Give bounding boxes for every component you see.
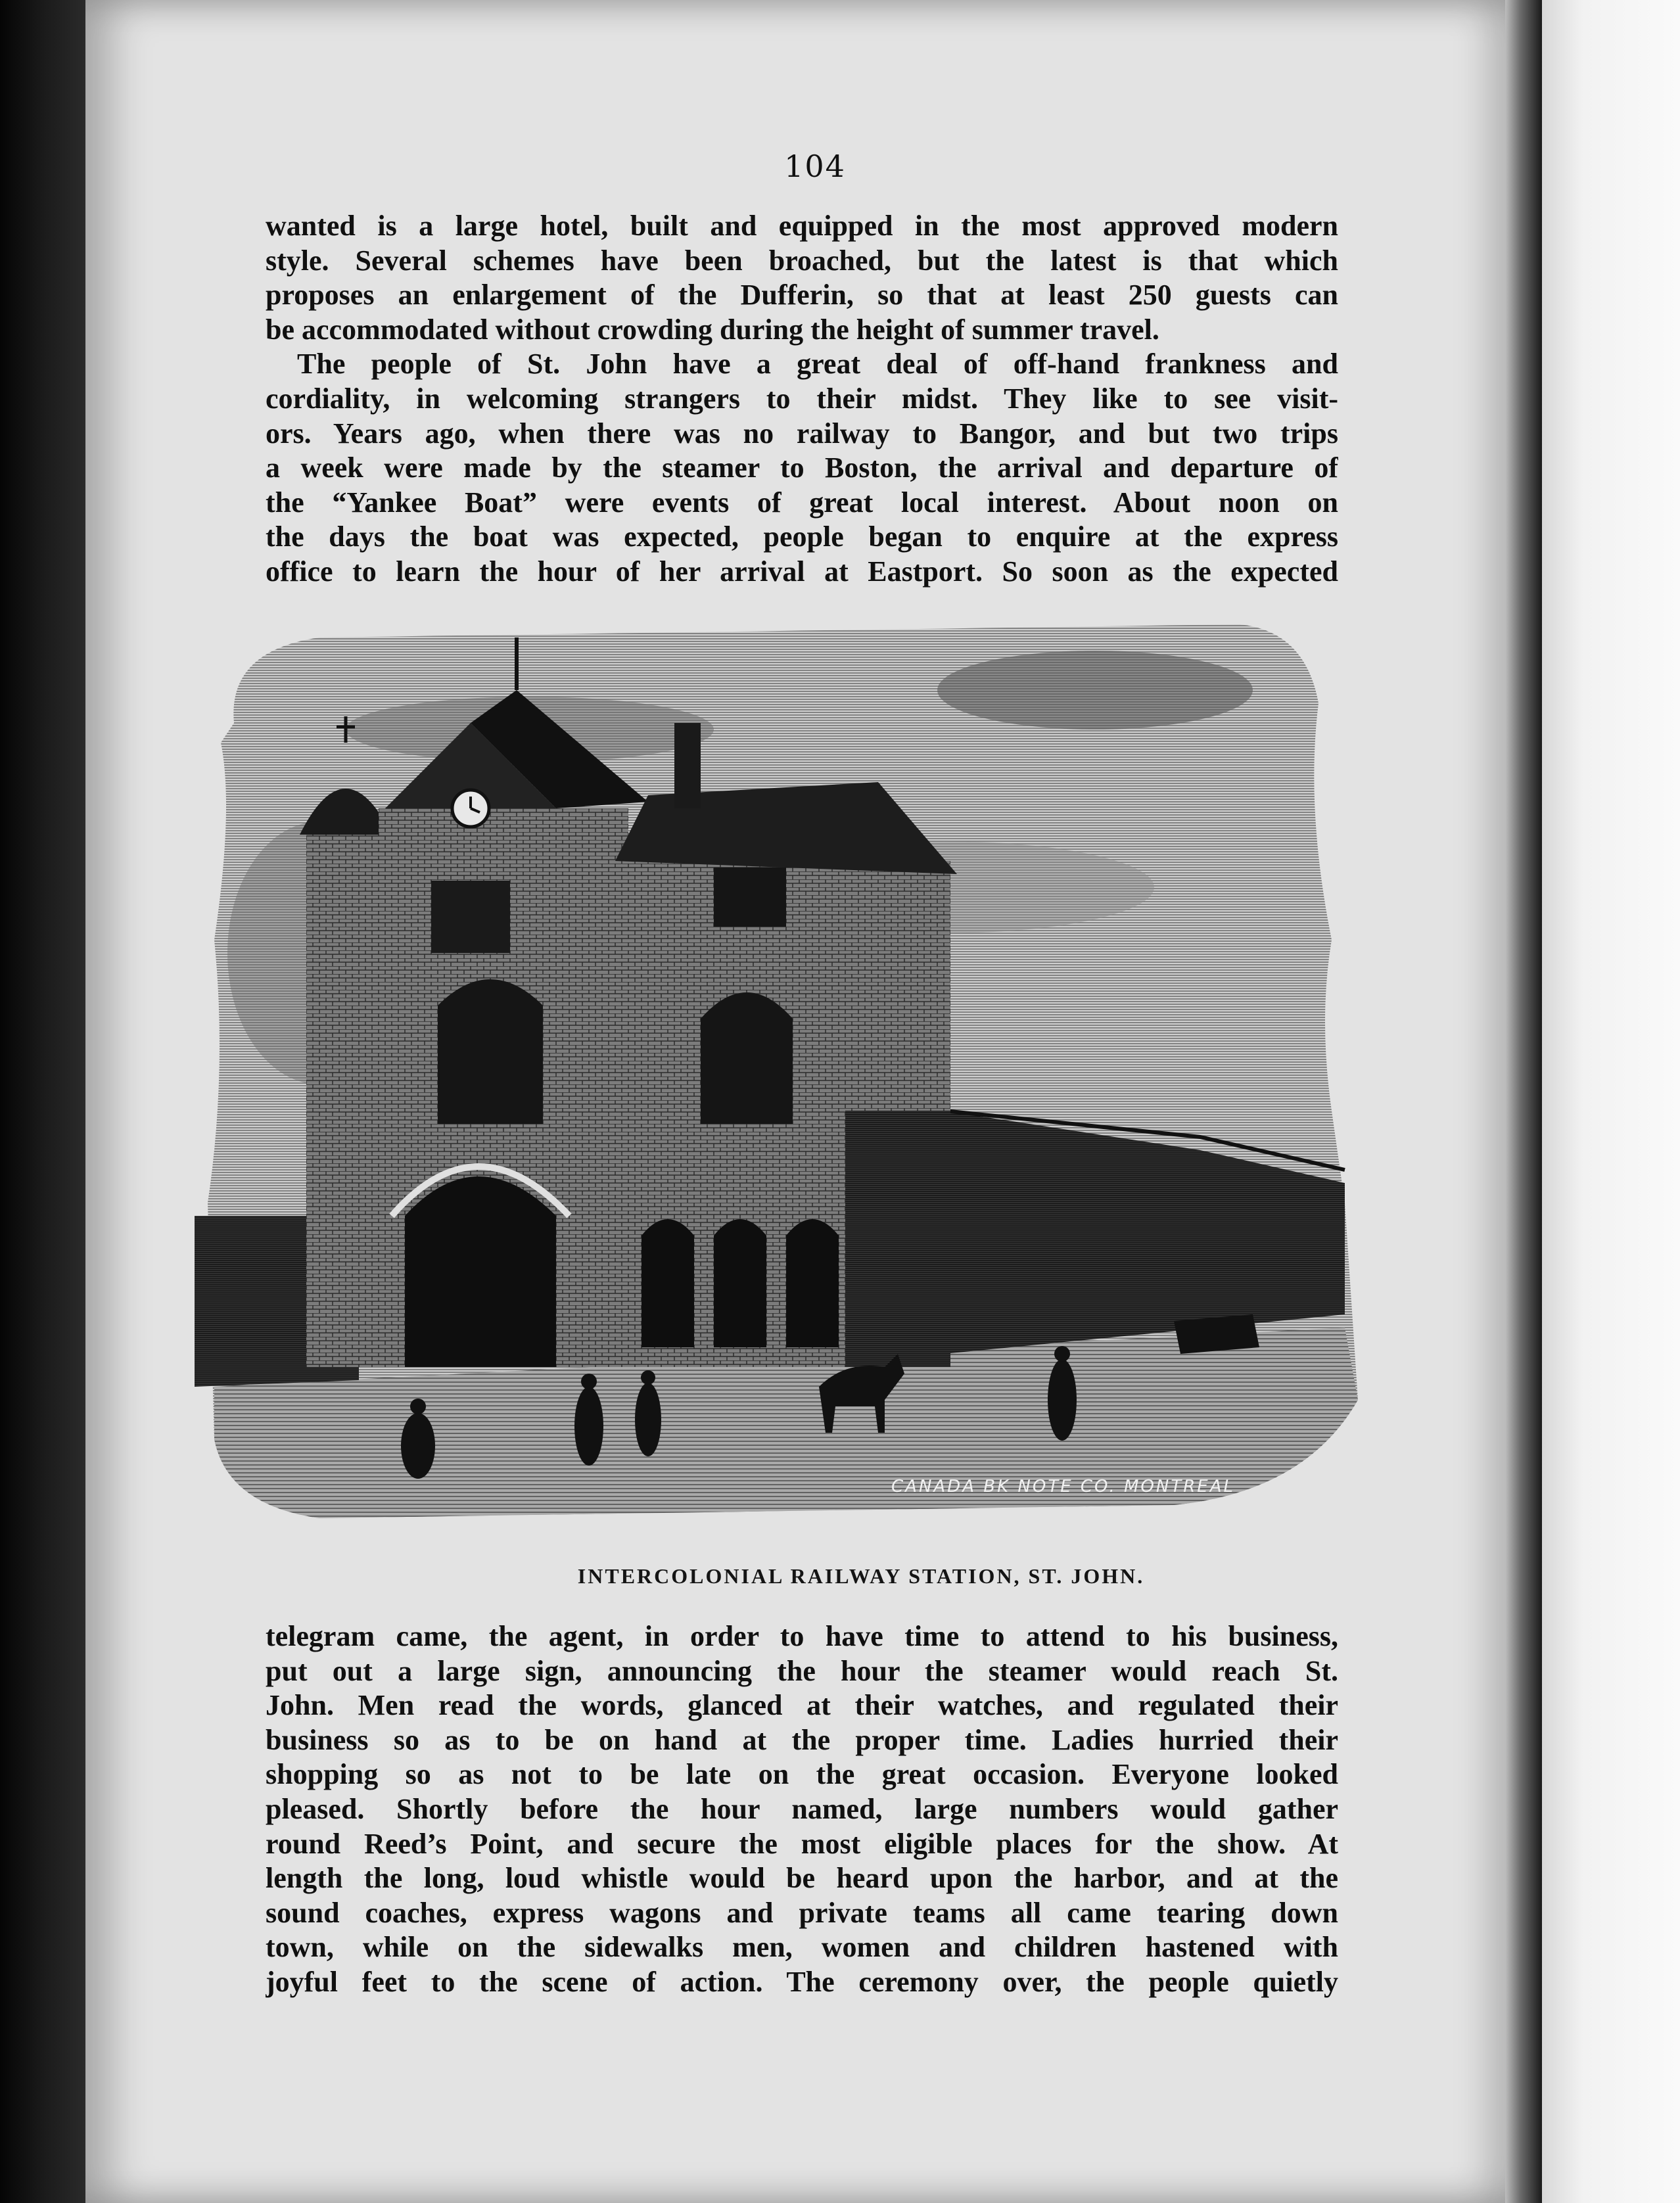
text-line: John. Men read the words, glanced at their watches, and regulated their [266, 1689, 1338, 1722]
text-line: town, while on the sidewalks men, women and children hastened with [266, 1931, 1338, 1964]
text-line: a week were made by the steamer to Boston, the arrival and departure of [266, 452, 1338, 484]
text-line: ors. Years ago, when there was no railway to Bangor, and but two trips [266, 417, 1338, 450]
text-line: joyful feet to the scene of action. The ceremony over, the people quietly [266, 1965, 1338, 1998]
text-line: telegram came, the agent, in order to have time to attend to his business, [266, 1620, 1338, 1652]
text-line: sound coaches, express wagons and private teams all came tearing down [266, 1896, 1338, 1929]
book-gutter [1505, 0, 1542, 2203]
paragraph-top [266, 209, 1338, 590]
engraving-illustration [188, 611, 1397, 1531]
turret [306, 828, 385, 1367]
text-line: the days the boat was expected, people began to enquire at the express [266, 521, 1338, 553]
text-line: The people of St. John have a great deal of off-hand frankness and [297, 348, 1338, 381]
text-line: be accommodated without crowding during the height of summer travel. [266, 313, 1159, 346]
text-line: proposes an enlargement of the Dufferin, so that at least 250 guests can [266, 279, 1338, 312]
text-line: wanted is a large hotel, built and equipped in the most approved modern [266, 210, 1338, 242]
text-line: office to learn the hour of her arrival at Eastport. So soon as the expected [266, 555, 1338, 588]
engraver-mark: CANADA BK NOTE CO. MONTREAL [891, 1477, 1235, 1496]
text-line: pleased. Shortly before the hour named, large numbers would gather [266, 1792, 1338, 1825]
scan-left-edge [0, 0, 85, 2203]
text-line: style. Several schemes have been broached, but the latest is that which [266, 244, 1338, 277]
figure-caption: INTERCOLONIAL RAILWAY STATION, ST. JOHN. [577, 1564, 1145, 1588]
text-line: put out a large sign, announcing the hour the steamer would reach St. [266, 1654, 1338, 1687]
text-line: shopping so as not to be late on the great occasion. Everyone looked [266, 1758, 1338, 1791]
text-line: cordiality, in welcoming strangers to their midst. They like to see visit- [266, 382, 1338, 415]
paragraph-bottom [266, 1619, 1338, 2000]
text-line: round Reed’s Point, and secure the most eligible places for the show. At [266, 1827, 1338, 1860]
text-line: the “Yankee Boat” were events of great local interest. About noon on [266, 486, 1338, 519]
facing-page-edge [1542, 0, 1680, 2203]
text-line: length the long, loud whistle would be heard upon the harbor, and at the [266, 1862, 1338, 1895]
text-line: business so as to be on hand at the proper time. Ladies hurried their [266, 1723, 1338, 1756]
page-number: 104 [784, 149, 846, 184]
